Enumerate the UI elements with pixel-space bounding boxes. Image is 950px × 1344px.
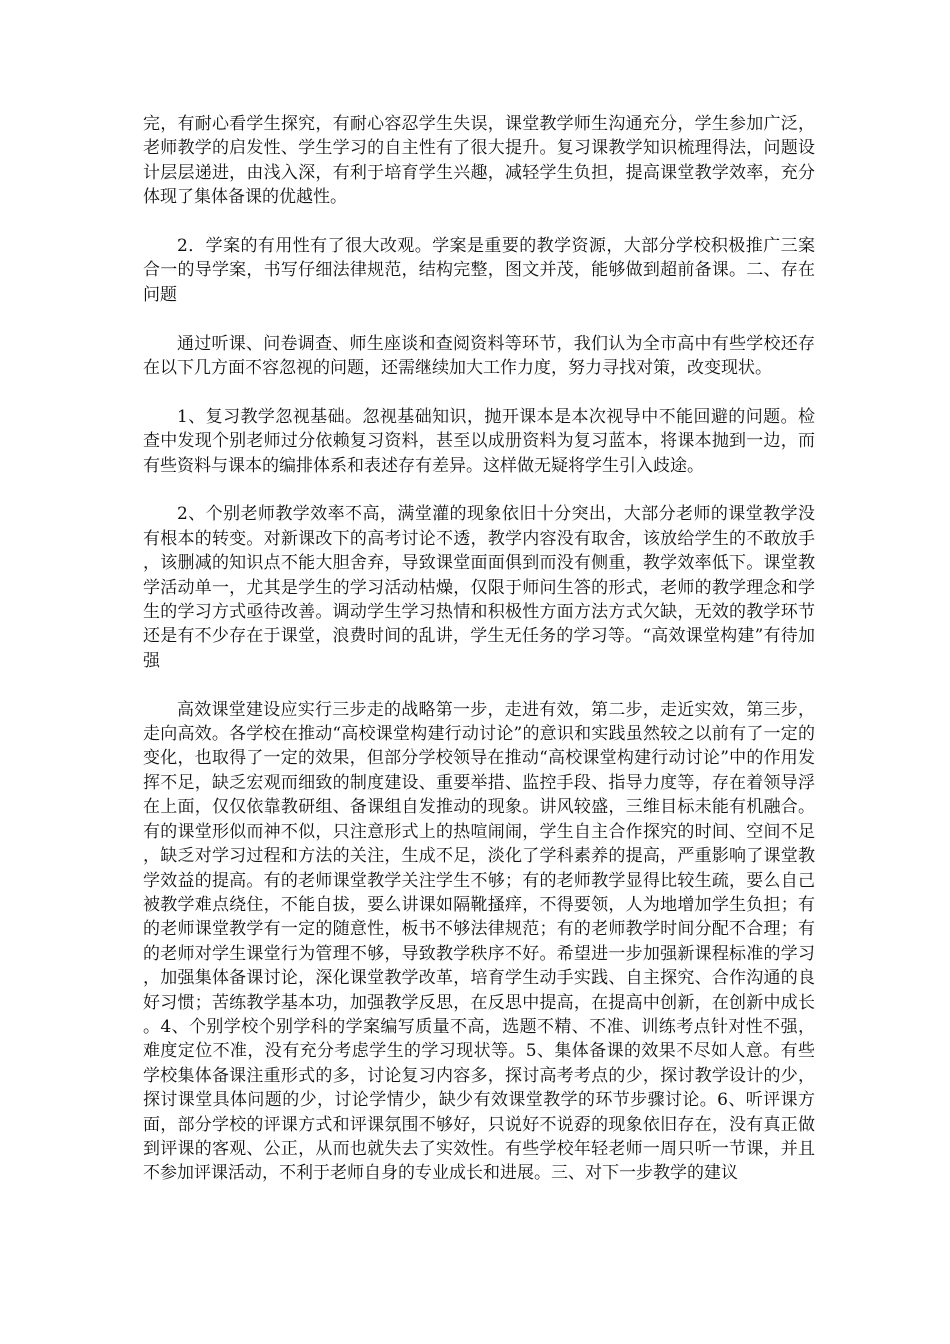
document-body [143, 112, 815, 1210]
paragraph-5: 2、个别老师教学效率不高，满堂灌的现象依旧十分突出，大部分老师的课堂教学没有根本的转变。对新课改下的高考讨论不透，教学内容没有取舍，该放给学生的不敢放手，该删减的知识点不能大胆舍弃，导致课堂面面俱到而没有侧重，教学效率低下。课堂教学活动单一，尤其是学生的学习活动枯燥，仅限于师问生答的形式，老师的教学理念和学生的学习方式亟待改善。调动学生学习热情和积极性方面方法方式欠缺，无效的教学环节还是有不少存在于课堂，浪费时间的乱讲，学生无任务的学习等。“高效课堂构建”有待加强 [143, 504, 815, 671]
paragraph-1: 完，有耐心看学生探究，有耐心容忍学生失误，课堂教学师生沟通充分，学生参加广泛，老师教学的启发性、学生学习的自主性有了很大提升。复习课教学知识梳理得法，问题设计层层递进，由浅入深，有利于培育学生兴趣，减轻学生负担，提高课堂教学效率，充分体现了集体备课的优越性。 [143, 114, 815, 208]
paragraph-4: 1、复习教学忽视基础。忽视基础知识，抛开课本是本次视导中不能回避的问题。检查中发现个别老师过分依赖复习资料，甚至以成册资料为复习蓝本，将课本抛到一边，而有些资料与课本的编排体系和表述存有差异。这样做无疑将学生引入歧途。 [143, 406, 815, 476]
paragraph-3: 通过听课、问卷调查、师生座谈和查阅资料等环节，我们认为全市高中有些学校还存在以下几方面不容忽视的问题，还需继续加大工作力度，努力寻找对策，改变现状。 [143, 333, 815, 379]
paragraph-2: 2．学案的有用性有了很大改观。学案是重要的教学资源，大部分学校积极推广三案合一的导学案，书写仔细法律规范，结构完整，图文并茂，能够做到超前备课。二、存在问题 [143, 236, 815, 305]
paragraph-6: 高效课堂建设应实行三步走的战略第一步，走进有效，第二步，走近实效，第三步，走向高效。各学校在推动“高校课堂构建行动讨论”的意识和实践虽然较之以前有了一定的变化，也取得了一定的效果，但部分学校领导在推动“高校课堂构建行动讨论”中的作用发挥不足，缺乏宏观而细致的制度建设、重要举措、监控手段、指导力度等，存在着领导浮在上面，仅仅依靠教研组、备课组自发推动的现象。讲风较盛，三维目标未能有机融合。有的课堂形似而神不似，只注意形式上的热喧闹闹，学生自主合作探究的时间、空间不足，缺乏对学习过程和方法的关注，生成不足，淡化了学科素养的提高，严重影响了课堂教学效益的提高。有的老师课堂教学关注学生不够；有的老师教学显得比较生疏，要么自己被教学难点绕住，不能自拔，要么讲课如隔靴搔痒，不得要领，人为地增加学生负担；有的老师课堂教学有一定的随意性，板书不够法律规范；有的老师教学时间分配不合理；有的老师对学生课堂行为管理不够，导致教学秩序不好。希望进一步加强新课程标准的学习，加强集体备课讨论，深化课堂教学改革，培育学生动手实践、自主探究、合作沟通的良好习惯；苦练教学基本功，加强教学反思，在反思中提高，在提高中创新，在创新中成长。4、个别学校个别学科的学案编写质量不高，选题不精、不准、训练考点针对性不强，难度定位不准，没有充分考虑学生的学习现状等。5、集体备课的效果不尽如人意。有些学校集体备课注重形式的多，讨论复习内容多，探讨高考考点的少，探讨教学设计的少，探讨课堂具体问题的少，讨论学情少，缺少有效课堂教学的环节步骤讨论。6、听评课方面，部分学校的评课方式和评课氛围不够好，只说好不说孬的现象依旧存在，没有真正做到评课的客观、公正，从而也就失去了实效性。有些学校年轻老师一周只听一节课，并且不参加评课活动，不利于老师自身的专业成长和进展。三、对下一步教学的建议 [143, 699, 815, 1184]
